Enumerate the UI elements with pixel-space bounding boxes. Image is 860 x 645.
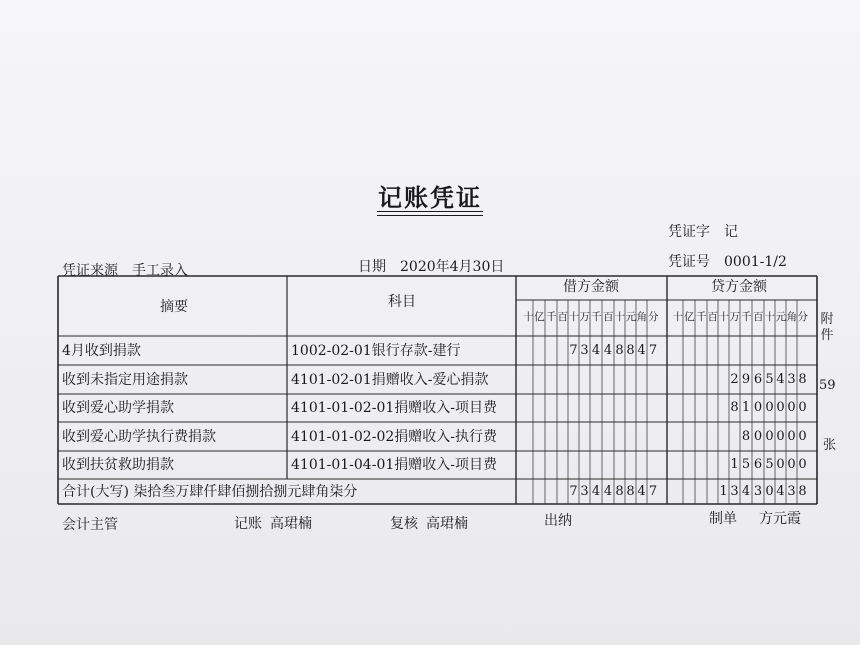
- credit-unit-label: 亿: [684, 311, 695, 323]
- entry-credit-digit: 0: [776, 400, 785, 415]
- total-credit-digit: 3: [787, 483, 796, 499]
- debit-unit-label: 角: [636, 311, 647, 323]
- credit-unit-label: 千: [741, 311, 752, 323]
- entry-credit-digit: 6: [753, 371, 763, 387]
- credit-unit-label: 百: [707, 311, 718, 323]
- entry-credit-digit: 0: [765, 400, 774, 415]
- attachment-unit: 张: [823, 438, 837, 453]
- entry-credit-digit: 0: [753, 400, 763, 415]
- credit-unit-label: 分: [797, 311, 808, 323]
- entry-credit-digit: 0: [776, 428, 785, 444]
- preparer-name: 方元霞: [759, 511, 801, 527]
- debit-unit-label: 分: [648, 311, 659, 323]
- total-label: 合计(大写) 柒拾叁万肆仟肆佰捌拾捌元肆角柒分: [62, 484, 358, 500]
- entry-summary: 收到爱心助学捐款: [62, 400, 174, 416]
- total-credit-digit: 3: [753, 483, 763, 499]
- entry-debit-digit: 4: [637, 342, 646, 358]
- debit-unit-label: 亿: [534, 311, 545, 323]
- entry-subject: 4101-01-02-02捐赠收入-执行费: [291, 428, 497, 445]
- total-credit-digit: 3: [730, 483, 739, 499]
- debit-unit-label: 十: [568, 311, 579, 323]
- entry-debit-digit: 8: [615, 342, 624, 358]
- entry-debit-digit: 7: [569, 342, 578, 358]
- credit-unit-label: 十: [764, 311, 775, 323]
- debit-unit-label: 十: [523, 311, 534, 323]
- entry-credit-digit: 0: [753, 428, 763, 444]
- entry-credit-digit: 8: [741, 428, 751, 444]
- entry-summary: 收到爱心助学执行费捐款: [62, 428, 216, 445]
- total-credit-digit: 8: [798, 483, 807, 499]
- entry-credit-digit: 0: [798, 428, 807, 444]
- entry-debit-digit: 4: [603, 342, 613, 358]
- total-debit-digit: 4: [637, 483, 646, 499]
- entry-summary: 收到扶贫救助捐款: [62, 457, 174, 473]
- entry-debit-digit: 8: [626, 342, 635, 358]
- entry-debit-digit: 3: [580, 342, 589, 358]
- debit-unit-label: 千: [546, 311, 557, 323]
- entry-summary: 收到未指定用途捐款: [62, 371, 188, 388]
- entry-credit-digit: 8: [730, 400, 739, 415]
- total-debit-digit: 4: [603, 483, 613, 499]
- credit-unit-label: 百: [753, 311, 764, 323]
- cashier-label: 出纳: [544, 513, 572, 529]
- debit-unit-label: 元: [625, 311, 636, 323]
- total-debit-digit: 3: [580, 483, 589, 499]
- entry-debit-digit: 7: [648, 342, 658, 358]
- credit-unit-label: 万: [729, 311, 740, 323]
- entry-credit-digit: 5: [765, 457, 774, 472]
- total-credit-digit: 4: [776, 483, 785, 499]
- entry-credit-digit: 3: [787, 371, 796, 387]
- voucher-date-label: 日期: [358, 259, 386, 275]
- debit-unit-label: 万: [579, 311, 590, 323]
- voucher-type-value: 记: [724, 224, 738, 240]
- reviewer-name: 高珺楠: [426, 516, 468, 532]
- total-debit-digit: 7: [648, 483, 658, 499]
- entry-credit-digit: 0: [787, 428, 796, 444]
- bookkeeper: [234, 513, 312, 533]
- debit-unit-label: 百: [557, 311, 568, 323]
- reviewer: [390, 513, 468, 533]
- total-debit-digit: 4: [591, 483, 601, 499]
- entry-credit-digit: 6: [753, 457, 763, 472]
- voucher-type-label: 凭证字: [668, 224, 710, 240]
- entry-credit-digit: 5: [741, 457, 751, 472]
- entry-credit-digit: 0: [776, 457, 785, 472]
- supervisor-label: 会计主管: [62, 517, 118, 533]
- total-credit-digit: 4: [741, 483, 751, 499]
- attachment-count: 59: [819, 378, 836, 393]
- total-credit-digit: 0: [765, 483, 774, 499]
- voucher-date-value: 2020年4月30日: [400, 259, 505, 275]
- entry-credit-digit: 2: [730, 371, 739, 387]
- voucher-number-value: 0001-1/2: [724, 254, 787, 270]
- entry-credit-digit: 0: [798, 457, 807, 472]
- total-debit-digit: 7: [569, 483, 578, 499]
- credit-unit-label: 十: [718, 311, 729, 323]
- entry-subject: 4101-01-04-01捐赠收入-项目费: [291, 457, 497, 473]
- debit-unit-label: 十: [614, 311, 625, 323]
- entry-credit-digit: 5: [765, 371, 774, 387]
- preparer: [709, 508, 801, 528]
- header-debit: 借方金额: [563, 279, 619, 295]
- entry-credit-digit: 0: [787, 400, 796, 415]
- entry-debit-digit: 4: [591, 342, 601, 358]
- credit-unit-label: 十: [672, 311, 683, 323]
- entry-credit-digit: 9: [741, 371, 751, 387]
- attachment-label-text: 附件: [820, 312, 834, 343]
- entry-credit-digit: 1: [730, 457, 739, 472]
- debit-unit-label: 百: [603, 311, 614, 323]
- header-subject: 科目: [388, 294, 416, 310]
- total-debit-digit: 8: [626, 483, 635, 499]
- entry-credit-digit: 0: [787, 457, 796, 472]
- entry-subject: 4101-01-02-01捐赠收入-项目费: [291, 400, 497, 416]
- bookkeeper-label: 记账: [234, 516, 262, 532]
- preparer-label: 制单: [709, 511, 737, 527]
- entry-credit-digit: 0: [765, 428, 774, 444]
- entry-credit-digit: 1: [741, 400, 751, 415]
- bookkeeper-name: 高珺楠: [270, 516, 312, 532]
- entry-subject: 1002-02-01银行存款-建行: [291, 342, 461, 359]
- entry-subject: 4101-02-01捐赠收入-爱心捐款: [291, 371, 489, 388]
- voucher-number-label: 凭证号: [668, 254, 710, 270]
- debit-unit-label: 千: [591, 311, 602, 323]
- voucher-source-value: 手工录入: [132, 263, 188, 279]
- total-credit-digit: 1: [719, 483, 728, 499]
- credit-unit-label: 角: [786, 311, 797, 323]
- entry-credit-digit: 8: [798, 371, 807, 387]
- attachment-label: [820, 312, 834, 344]
- entry-summary: 4月收到捐款: [62, 342, 141, 359]
- header-credit: 贷方金额: [711, 279, 767, 295]
- total-debit-digit: 8: [615, 483, 624, 499]
- entry-credit-digit: 0: [798, 400, 807, 415]
- credit-unit-label: 千: [696, 311, 707, 323]
- credit-unit-label: 元: [775, 311, 786, 323]
- entry-credit-digit: 4: [776, 371, 785, 387]
- voucher-source-label: 凭证来源: [62, 263, 118, 279]
- voucher-title: 记账凭证: [378, 183, 482, 212]
- reviewer-label: 复核: [390, 516, 418, 532]
- header-summary: 摘要: [160, 299, 188, 315]
